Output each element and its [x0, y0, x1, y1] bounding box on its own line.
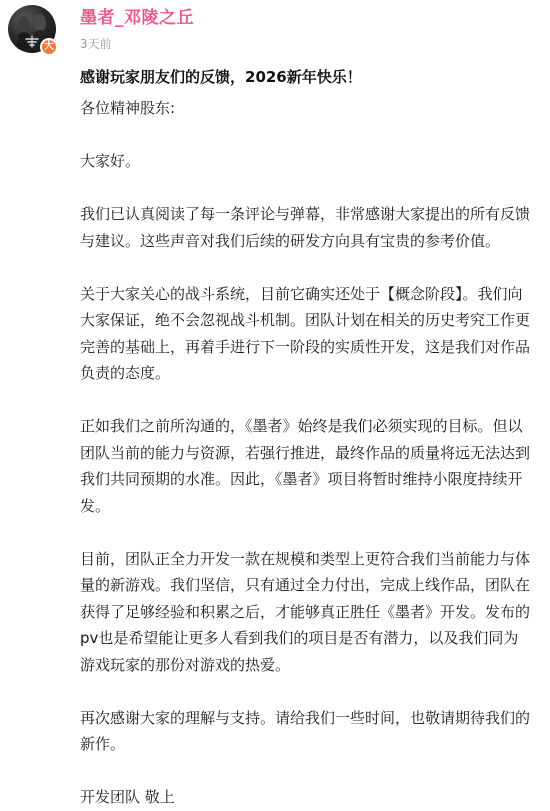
post-title: 感谢玩家朋友们的反馈，2026新年快乐！: [80, 68, 362, 86]
vip-badge: 大: [40, 38, 58, 56]
post-paragraph-new-game: 目前，团队正全力开发一款在规模和类型上更符合我们当前能力与体量的新游戏。我们坚信，只有通过全力付出，完成上线作品，团队在获得了足够经验和积累之后，才能够真正胜任《墨者》开发。发布的pv也是希望能让更多人看到我们的项目是否有潜力，以及我们同为游戏玩家的那份对游戏的热爱。: [80, 549, 531, 674]
post-paragraph-goal: 正如我们之前所沟通的，《墨者》始终是我们必须实现的目标。但以团队当前的能力与资源，若强行推进，最终作品的质量将远无法达到我们共同预期的水准。因此，《墨者》项目将暂时维持小限度持续开发。: [80, 417, 531, 515]
post-paragraph-feedback: 我们已认真阅读了每一条评论与弹幕，非常感谢大家提出的所有反馈与建议。这些声音对我们后续的研发方向具有宝贵的参考价值。: [80, 205, 531, 250]
post-paragraph-hello: 大家好。: [80, 152, 141, 170]
post-signature: 开发团队 敬上: [80, 788, 175, 806]
post-timestamp: 3天前: [80, 37, 112, 51]
post-paragraph-combat: 关于大家关心的战斗系统，目前它确实还处于【概念阶段】。我们向大家保证，绝不会忽视战斗机制。团队计划在相关的历史考究工作更完善的基础上，再着手进行下一阶段的实质性开发，这是我们对作品负责的态度。: [80, 284, 531, 382]
post-header: [0, 0, 550, 60]
post-paragraph-thanks: 再次感谢大家的理解与支持。请给我们一些时间，也敬请期待我们的新作。: [80, 708, 531, 753]
post-body: [80, 95, 530, 811]
author-name[interactable]: 墨者_邓陵之丘: [80, 8, 194, 28]
post-paragraph-greeting: 各位精神股东:: [80, 99, 176, 117]
